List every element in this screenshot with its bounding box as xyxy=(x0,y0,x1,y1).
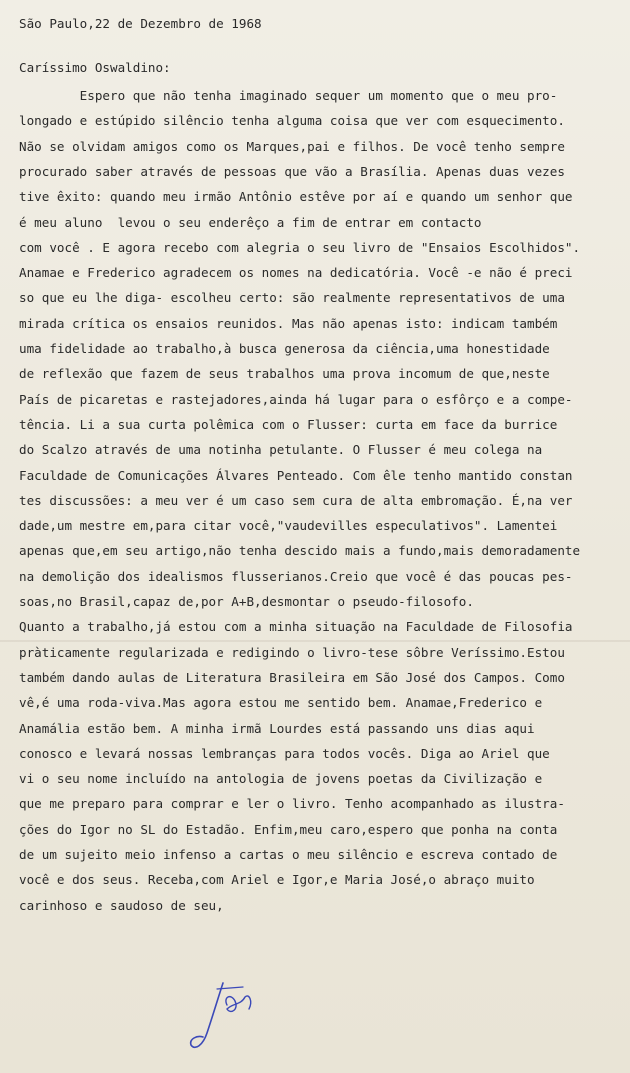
letter-line: tência. Li a sua curta polêmica com o Flusser: curta em face da burrice xyxy=(19,416,558,432)
letter-line: que me preparo para comprar e ler o livro. Tenho acompanhado as ilustra- xyxy=(19,796,565,812)
letter-line: Espero que não tenha imaginado sequer um momento que o meu pro- xyxy=(19,88,558,103)
letter-line: é meu aluno levou o seu enderêço a fim de entrar em contacto xyxy=(19,214,482,230)
letter-line: vi o seu nome incluído na antologia de jovens poetas da Civilização e xyxy=(19,771,543,787)
letter-line: uma fidelidade ao trabalho,à busca generosa da ciência,uma honestidade xyxy=(19,341,550,356)
letter-line: Quanto a trabalho,já estou com a minha situação na Faculdade de Filosofia xyxy=(19,619,573,635)
letter-line: ções do Igor no SL do Estadão. Enfim,meu caro,espero que ponha na conta xyxy=(19,821,558,837)
letter-line: tes discussões: a meu ver é um caso sem cura de alta embromação. É,na ver xyxy=(19,492,573,508)
letter-salutation: Caríssimo Oswaldino: xyxy=(19,60,171,75)
letter-line: também dando aulas de Literatura Brasileira em São José dos Campos. Como xyxy=(19,669,565,685)
letter-line: de um sujeito meio infenso a cartas o meu silêncio e escreva contado de xyxy=(19,847,558,862)
letter-line: longado e estúpido silêncio tenha alguma coisa que ver com esquecimento. xyxy=(19,113,565,129)
letter-line: Não se olvidam amigos como os Marques,pai e filhos. De você tenho sempre xyxy=(19,138,565,154)
letter-line: procurado saber através de pessoas que vão a Brasília. Apenas duas vezes xyxy=(19,163,565,179)
letter-line: vê,é uma roda-viva.Mas agora estou me sentido bem. Anamae,Frederico e xyxy=(19,695,543,711)
letter-line: apenas que,em seu artigo,não tenha descido mais a fundo,mais demoradamente xyxy=(19,543,581,559)
letter-line: dade,um mestre em,para citar você,"vaudevilles especulativos". Lamentei xyxy=(19,518,558,534)
letter-line: na demolição dos idealismos flusserianos.Creio que você é das poucas pes- xyxy=(19,568,573,584)
letter-line: País de picaretas e rastejadores,ainda há lugar para o esfôrço e a compe- xyxy=(19,391,573,407)
letter-line: com você . E agora recebo com alegria o seu livro de "Ensaios Escolhidos". xyxy=(19,239,581,255)
letter-line: você e dos seus. Receba,com Ariel e Igor,e Maria José,o abraço muito xyxy=(19,872,535,888)
letter-line: pràticamente regularizada e redigindo o livro-tese sôbre Veríssimo.Estou xyxy=(19,644,565,660)
letter-line: so que eu lhe diga- escolheu certo: são realmente representativos de uma xyxy=(19,290,565,306)
letter-line: do Scalzo através de uma notinha petulante. O Flusser é meu colega na xyxy=(19,442,543,458)
letter-line: Faculdade de Comunicações Álvares Penteado. Com êle tenho mantido constan xyxy=(19,467,573,483)
letter-line: tive êxito: quando meu irmão Antônio estêve por aí e quando um senhor que xyxy=(19,189,573,205)
handwritten-signature xyxy=(183,975,273,1065)
letter-line: soas,no Brasil,capaz de,por A+B,desmontar o pseudo-filosofo. xyxy=(19,594,474,609)
letter-line: Anamália estão bem. A minha irmã Lourdes está passando uns dias aqui xyxy=(19,720,535,736)
letter-line: de reflexão que fazem de seus trabalhos uma prova incomum de que,neste xyxy=(19,366,550,382)
letter-line: mirada crítica os ensaios reunidos. Mas não apenas isto: indicam também xyxy=(19,315,558,331)
letter-line: Anamae e Frederico agradecem os nomes na dedicatória. Você -e não é preci xyxy=(19,265,573,281)
letter-date: São Paulo,22 de Dezembro de 1968 xyxy=(19,16,262,31)
letter-line: carinhoso e saudoso de seu, xyxy=(19,897,224,913)
letter-line: conosco e levará nossas lembranças para todos vocês. Diga ao Ariel que xyxy=(19,745,550,761)
